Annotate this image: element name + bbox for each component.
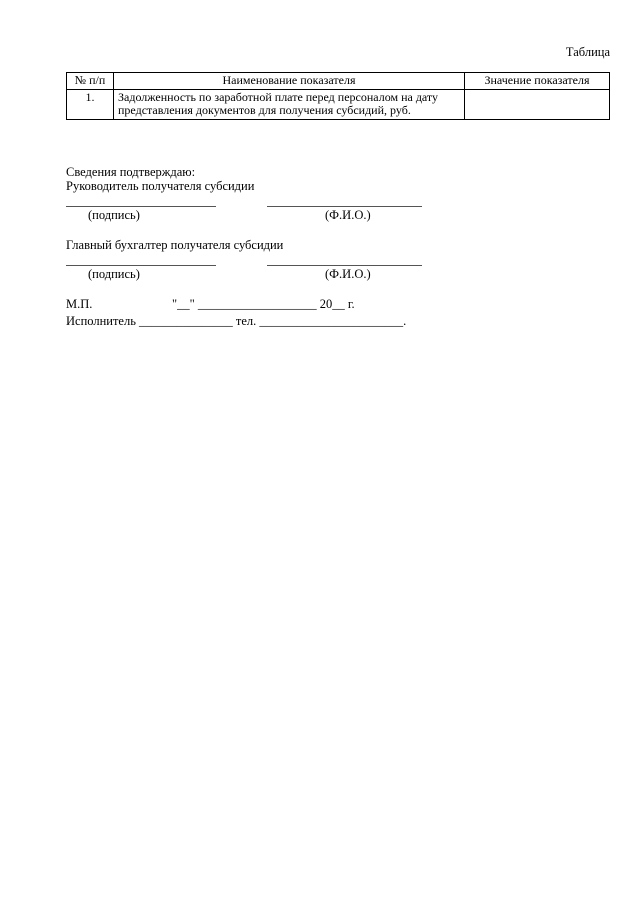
accountant-name-line[interactable] [267,265,422,266]
accountant-signature-caption: (подпись) [88,267,140,281]
indicator-table [66,72,610,120]
head-name-caption: (Ф.И.О.) [325,208,371,222]
table-row [67,90,610,120]
accountant-signature-line[interactable] [66,265,216,266]
accountant-name-caption: (Ф.И.О.) [325,267,371,281]
head-name-line[interactable] [267,206,422,207]
accountant-title: Главный бухгалтер получателя субсидии [66,238,284,252]
header-indicator-name: Наименование показателя [114,73,465,90]
header-indicator-value: Значение показателя [465,73,610,90]
row-indicator-name: Задолженность по заработной плате перед персоналом на дату представления документов для получения субсидий, руб. [114,90,465,120]
date-line[interactable]: "__" ___________________ 20__ г. [172,297,355,311]
table-caption: Таблица [565,45,610,59]
table-header-row [67,73,610,90]
row-number: 1. [67,90,114,120]
header-number: № п/п [67,73,114,90]
confirmation-intro: Сведения подтверждаю: [66,165,196,179]
head-signature-caption: (подпись) [88,208,140,222]
row-indicator-value[interactable] [465,90,610,120]
seal-label: М.П. [66,297,93,311]
head-signature-line[interactable] [66,206,216,207]
head-title: Руководитель получателя субсидии [66,179,255,193]
executor-line[interactable]: Исполнитель _______________ тел. _______________________. [66,314,407,328]
